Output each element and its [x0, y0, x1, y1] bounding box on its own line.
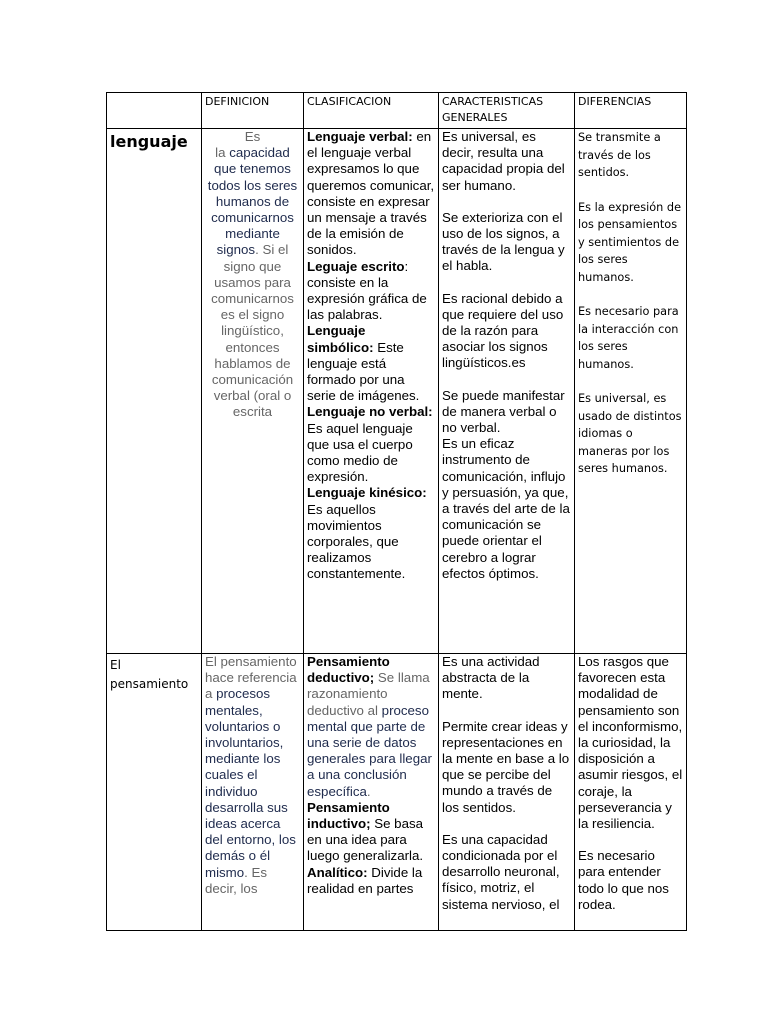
clasif-label: Pensamiento deductivo;	[307, 654, 390, 686]
clasif-label: Analítico:	[307, 864, 368, 880]
term-cell	[107, 129, 202, 654]
term-lenguaje: lenguaje	[110, 132, 188, 151]
clasif-text: .	[366, 783, 371, 799]
def-text: . Si el signo que usamos para comunicarnos es el signo lingüístico, entonces hablamos de comunicación verbal (oral o escrita	[211, 242, 294, 420]
diff-paragraph: Es necesario para la interacción con los seres humanos.	[578, 305, 679, 371]
clasif-text: Este lenguaje está formado por una serie de imágenes.	[307, 339, 420, 404]
clasif-text: en el lenguaje verbal expresamos lo que queremos comunicar, consiste en expresar un mensaje a través de la emisión de sonidos.	[307, 129, 435, 258]
caract-paragraph: Es universal, es decir, resulta una capacidad propia del ser humano.	[442, 129, 565, 193]
term-pensamiento: El pensamiento	[110, 658, 189, 691]
caract-paragraph: Permite crear ideas y representaciones en la mente en base a lo que se percibe del mundo a través de los sentidos.	[442, 718, 570, 815]
def-text: . Es decir, los	[205, 864, 268, 896]
term-cell	[107, 654, 202, 931]
table-row-lenguaje	[107, 129, 687, 654]
clasif-label: Leguaje escrito	[307, 258, 405, 274]
def-text: Es	[244, 129, 261, 144]
diff-paragraph: Se transmite a través de los sentidos.	[578, 131, 661, 179]
clasif-text: Se llama razonamiento deductivo al	[307, 670, 430, 718]
header-clasificacion: CLASIFICACION	[304, 93, 439, 129]
definicion-cell	[202, 129, 304, 654]
caract-paragraph: Se exterioriza con el uso de los signos, a través de la lengua y el habla.	[442, 209, 565, 274]
diferencias-cell	[575, 129, 687, 654]
diff-paragraph: Es la expresión de los pensamientos y sentimientos de los seres humanos.	[578, 200, 682, 284]
caracteristicas-cell	[439, 654, 575, 931]
def-text: la	[215, 145, 230, 161]
clasif-text: Divide la realidad en partes	[307, 864, 423, 896]
caract-paragraph: Se puede manifestar de manera verbal o no verbal.	[442, 387, 565, 436]
caracteristicas-cell	[439, 129, 575, 654]
table-row-pensamiento	[107, 654, 687, 931]
header-diferencias: DIFERENCIAS	[575, 93, 687, 129]
clasif-label: Lenguaje verbal:	[307, 129, 413, 144]
clasif-label: Lenguaje simbólico:	[307, 323, 374, 355]
definicion-cell	[202, 654, 304, 931]
caract-paragraph: Es una capacidad condicionada por el desarrollo neuronal, físico, motriz, el sistema nervioso, el	[442, 831, 560, 912]
clasif-label: Lenguaje no verbal:	[307, 404, 433, 420]
diff-paragraph: Es universal, es usado de distintos idiomas o maneras por los seres humanos.	[578, 392, 682, 475]
clasif-text: : consiste en la expresión gráfica de las palabras.	[307, 258, 427, 323]
clasif-label: Lenguaje kinésico:	[307, 485, 427, 501]
clasif-text: Se basa en una idea para luego generalizarla.	[307, 816, 424, 864]
header-definicion: DEFINICION	[202, 93, 304, 129]
diff-paragraph: Es necesario para entender todo lo que nos rodea.	[578, 848, 669, 912]
caract-paragraph: Es racional debido a que requiere del uso de la razón para asociar los signos lingüísticos.es	[442, 290, 564, 371]
def-link-text: procesos mentales, voluntarios o involuntarios, mediante los cuales el individuo desarrolla sus ideas acerca del entorno, los demás o él mismo	[205, 686, 296, 880]
clasif-text: Es aquel lenguaje que usa el cuerpo como medio de expresión.	[307, 420, 413, 485]
diferencias-cell	[575, 654, 687, 931]
diff-paragraph: Los rasgos que favorecen esta modalidad de pensamiento son el inconformismo, la curiosidad, la disposición a asumir riesgos, el coraje, la perseverancia y la resiliencia.	[578, 654, 683, 832]
caract-paragraph: Es una actividad abstracta de la mente.	[442, 654, 540, 702]
clasif-text: Es aquellos movimientos corporales, que realizamos constantemente.	[307, 501, 406, 582]
def-text: El pensamiento hace referencia a	[205, 654, 297, 702]
clasificacion-cell	[304, 129, 439, 654]
def-link-text: capacidad que tenemos todos los seres humanos de comunicarnos mediante signos	[207, 145, 298, 258]
header-caracteristicas: CARACTERISTICAS GENERALES	[439, 93, 575, 129]
comparison-table	[106, 92, 687, 931]
header-empty	[107, 93, 202, 129]
caract-paragraph: Es un eficaz instrumento de comunicación, influjo y persuasión, ya que, a través del arte de la comunicación se puede orientar el cerebro a lograr efectos óptimos.	[442, 436, 570, 581]
clasificacion-cell	[304, 654, 439, 931]
clasif-label: Pensamiento inductivo;	[307, 799, 390, 832]
header-row	[107, 93, 687, 129]
clasif-link-text: proceso mental que parte de una serie de datos generales para llegar a una conclusión específica	[307, 702, 432, 799]
